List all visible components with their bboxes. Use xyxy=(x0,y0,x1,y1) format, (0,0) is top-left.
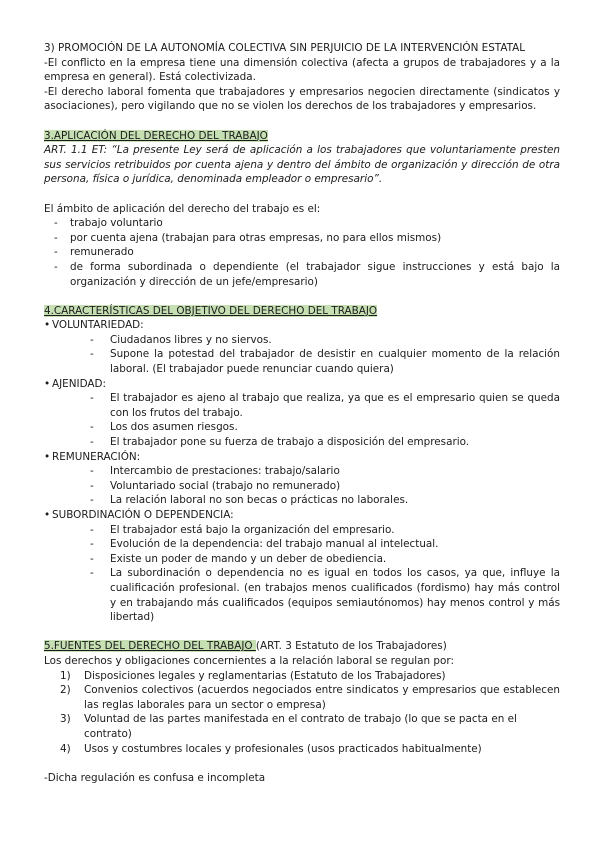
list-item: - La subordinación o dependencia no es igual en todos los casos, ya que, influye la cualificación profesional. (en trabajos menos cualificados (fordismo) hay más control y en trabajando más cualificados (equipos semiautónomos) hay menos control y más libertad) xyxy=(90,567,560,624)
fuentes-closing: -Dicha regulación es confusa e incompleta xyxy=(44,771,266,784)
list-item: - Los dos asumen riesgos. xyxy=(90,421,238,434)
group-remuneracion: • REMUNERACIÓN: xyxy=(44,450,141,463)
numbered-item: 4) Usos y costumbres locales y profesionales (usos practicados habitualmente) xyxy=(60,742,482,755)
numbered-item: 1) Disposiciones legales y reglamentarias (Estatuto de los Trabajadores) xyxy=(60,669,446,682)
group-voluntariedad: • VOLUNTARIEDAD: xyxy=(44,319,144,332)
fuentes-heading-suffix: (ART. 3 Estatuto de los Trabajadores) xyxy=(255,640,447,653)
list-item: - El trabajador es ajeno al trabajo que realiza, ya que es el empresario quien se queda con los frutos del trabajo. xyxy=(90,392,560,419)
list-item: - Evolución de la dependencia: del trabajo manual al intelectual. xyxy=(90,538,439,551)
fuentes-heading: 5.FUENTES DEL DERECHO DEL TRABAJO xyxy=(44,640,256,653)
list-item: - Intercambio de prestaciones: trabajo/salario xyxy=(90,465,340,478)
list-item: - Existe un poder de mando y un deber de obediencia. xyxy=(90,552,387,565)
group-ajenidad: • AJENIDAD: xyxy=(44,377,107,390)
aplicacion-intro: El ámbito de aplicación del derecho del trabajo es el: xyxy=(44,202,321,215)
promo-paragraph-2: -El derecho laboral fomenta que trabajadores y empresarios negocien directamente (sindicatos y asociaciones), pero vigilando que no se violen los derechos de los trabajadores y empresarios. xyxy=(44,85,560,113)
list-item: - trabajo voluntario xyxy=(54,217,163,230)
list-item: - por cuenta ajena (trabajan para otras empresas, no para ellos mismos) xyxy=(54,231,442,244)
numbered-item: 2) Convenios colectivos (acuerdos negociados entre sindicatos y empresarios que establecen las reglas laborales para un sector o empresa) xyxy=(60,684,560,711)
article-quote: ART. 1.1 ET: “La presente Ley será de aplicación a los trabajadores que voluntariamente presten sus servicios retribuidos por cuenta ajena y dentro del ámbito de organización y dirección de otra persona, física o jurídica, denominada empleador o empresario”. xyxy=(44,144,560,186)
caracteristicas-heading: 4.CARACTERÍSTICAS DEL OBJETIVO DEL DERECHO DEL TRABAJO xyxy=(44,304,378,317)
promo-title: 3) PROMOCIÓN DE LA AUTONOMÍA COLECTIVA SIN PERJUICIO DE LA INTERVENCIÓN ESTATAL xyxy=(44,42,526,54)
list-item: - La relación laboral no son becas o prácticas no laborales. xyxy=(90,494,409,507)
list-item: - Supone la potestad del trabajador de desistir en cualquier momento de la relación laboral. (El trabajador puede renunciar cuando quiera) xyxy=(90,348,560,376)
list-item: - El trabajador pone su fuerza de trabajo a disposición del empresario. xyxy=(90,436,470,449)
document-page xyxy=(44,41,560,785)
list-item: - de forma subordinada o dependiente (el trabajador sigue instrucciones y está bajo la organización y dirección de un jefe/empresario) xyxy=(54,260,560,288)
aplicacion-heading: 3.APLICACIÓN DEL DERECHO DEL TRABAJO xyxy=(44,129,268,142)
group-subordinacion: • SUBORDINACIÓN O DEPENDENCIA: xyxy=(44,509,234,521)
promo-paragraph-1: -El conflicto en la empresa tiene una dimensión colectiva (afecta a grupos de trabajadores y a la empresa en general). Está colectivizada. xyxy=(44,56,560,84)
list-item: - remunerado xyxy=(54,246,134,259)
list-item: - El trabajador está bajo la organización del empresario. xyxy=(90,523,395,536)
numbered-item: 3) Voluntad de las partes manifestada en el contrato de trabajo (lo que se pacta en el contrato) xyxy=(60,713,517,740)
fuentes-intro: Los derechos y obligaciones concernientes a la relación laboral se regulan por: xyxy=(44,654,454,667)
list-item: - Ciudadanos libres y no siervos. xyxy=(90,333,272,346)
list-item: - Voluntariado social (trabajo no remunerado) xyxy=(90,479,341,492)
